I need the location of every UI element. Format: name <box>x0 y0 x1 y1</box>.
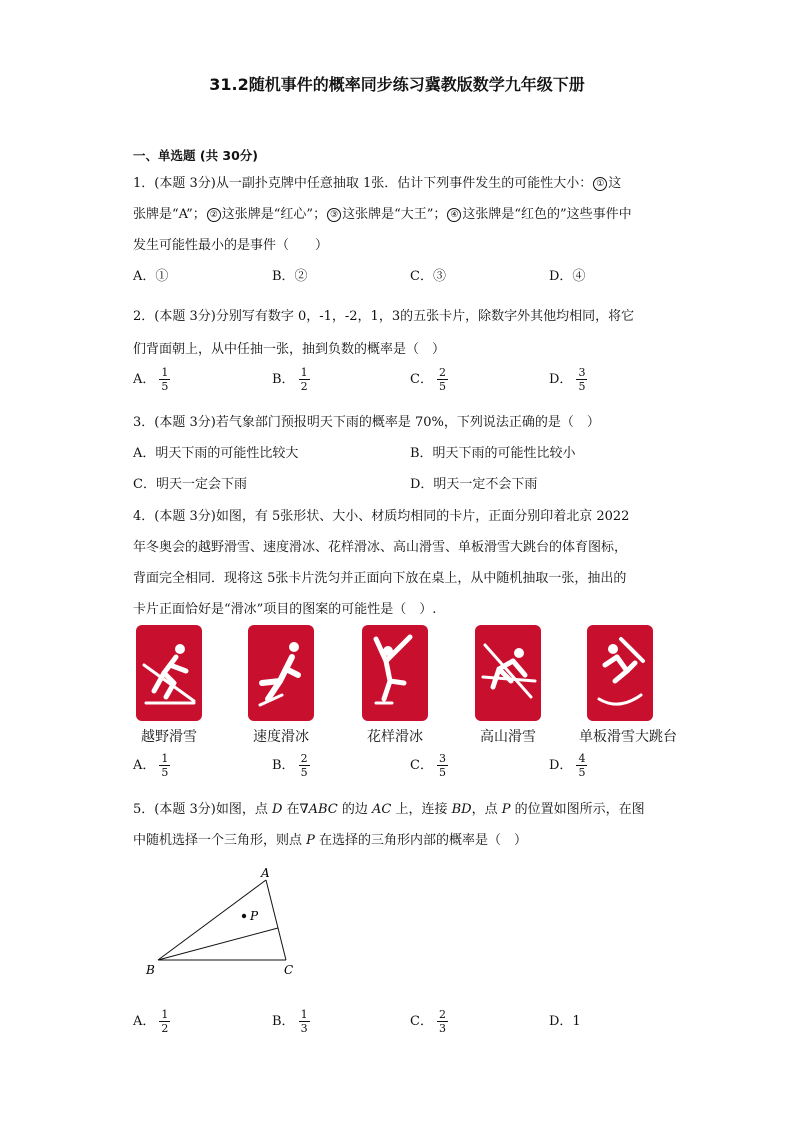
fraction <box>159 1008 170 1035</box>
q1-line-2 <box>133 203 632 222</box>
numerator: 4 <box>578 752 586 765</box>
fraction <box>437 366 448 393</box>
circle-mark-1: ① <box>593 177 607 191</box>
q2-option-a <box>133 366 170 393</box>
q5-text: ，点 <box>471 802 502 817</box>
q4-line-4: 卡片正面恰好是“滑冰”项目的图案的可能性是（ ）. <box>133 602 437 617</box>
q1-option-d: D．④ <box>549 269 586 284</box>
option-label: B． <box>272 758 295 773</box>
alpine-skiing-icon <box>475 625 541 721</box>
option-label: D． <box>549 372 573 387</box>
q5-text: 在 <box>282 802 300 817</box>
point-p: P <box>306 833 315 848</box>
q5-option-c <box>410 1008 448 1035</box>
option-label: C． <box>410 1014 433 1029</box>
numerator: 1 <box>161 1008 169 1021</box>
q4-option-d <box>549 752 587 779</box>
q3-option-c: C．明天一定会下雨 <box>133 477 247 492</box>
circle-mark-3: ③ <box>327 208 341 222</box>
q1-text-2: 这 <box>608 176 622 191</box>
cross-country-skiing-icon <box>136 625 202 721</box>
icon-label-speed-skating: 速度滑冰 <box>253 729 309 745</box>
q5-option-d: D．1 <box>549 1014 581 1029</box>
q4-line-3: 背面完全相同．现将这 5张卡片洗匀并正面向下放在桌上，从中随机抽取一张，抽出的 <box>133 571 627 586</box>
q4-option-a <box>133 752 170 779</box>
denominator: 5 <box>438 380 446 393</box>
q5-line-2 <box>133 829 527 848</box>
q1-text-3: 张牌是“A”； <box>133 207 206 222</box>
numerator: 1 <box>300 1008 308 1021</box>
q4-line-2: 年冬奥会的越野滑雪、速度滑冰、花样滑冰、高山滑雪、单板滑雪大跳台的体育图标， <box>133 540 628 555</box>
segment-bd-line <box>158 928 278 960</box>
q5-text: 5．(本题 3分)如图，点 <box>133 802 272 817</box>
numerator: 1 <box>300 366 308 379</box>
q2-line-2: 们背面朝上，从中任抽一张，抽到负数的概率是（ ） <box>133 342 446 357</box>
icon-label-figure-skating: 花样滑冰 <box>367 729 423 745</box>
numerator: 2 <box>438 1008 446 1021</box>
fraction <box>159 752 170 779</box>
q5-option-b <box>272 1008 310 1035</box>
q1-line-3: 发生可能性最小的是事件（ ） <box>133 238 329 253</box>
q4-option-b <box>272 752 310 779</box>
point-p-dot <box>242 914 246 918</box>
q1-text-1: 1．(本题 3分)从一副扑克牌中任意抽取 1张．估计下列事件发生的可能性大小： <box>133 176 593 191</box>
denominator: 3 <box>438 1022 446 1035</box>
q5-text: 中随机选择一个三角形，则点 <box>133 833 307 848</box>
speed-skating-icon <box>248 625 314 721</box>
icon-label-cross-country: 越野滑雪 <box>141 729 197 745</box>
page-title: 31.2随机事件的概率同步练习冀教版数学九年级下册 <box>209 75 585 94</box>
option-label: C． <box>410 372 433 387</box>
q5-option-a <box>133 1008 170 1035</box>
icon-label-alpine-skiing: 高山滑雪 <box>480 729 536 745</box>
numerator: 3 <box>438 752 446 765</box>
q1-text-4: 这张牌是“红心”； <box>221 207 327 222</box>
fraction <box>437 752 448 779</box>
denominator: 5 <box>578 766 586 779</box>
numerator: 3 <box>578 366 586 379</box>
numerator: 1 <box>161 752 169 765</box>
q1-text-5: 这张牌是“大王”； <box>342 207 447 222</box>
fraction <box>299 1008 310 1035</box>
triangle-abc: ∇ABC <box>299 802 338 817</box>
side-ac <box>266 880 286 960</box>
segment-bd: BD <box>451 802 472 817</box>
snowboard-big-air-icon <box>587 625 653 721</box>
denominator: 3 <box>300 1022 308 1035</box>
denominator: 5 <box>300 766 308 779</box>
denominator: 5 <box>578 380 586 393</box>
fraction <box>576 366 587 393</box>
fraction <box>299 366 310 393</box>
option-label: A． <box>133 758 156 773</box>
q3-option-a: A．明天下雨的可能性比较大 <box>133 446 299 461</box>
fraction <box>299 752 310 779</box>
q5-text: 在选择的三角形内部的概率是（ ） <box>314 833 528 848</box>
option-label: B． <box>272 1014 295 1029</box>
option-label: C． <box>410 758 433 773</box>
q5-text: 的位置如图所示，在图 <box>510 802 645 817</box>
denominator: 2 <box>300 380 308 393</box>
q1-option-b: B．② <box>272 269 308 284</box>
figure-skating-icon <box>362 625 428 721</box>
q2-option-d <box>549 366 587 393</box>
q3-option-d: D．明天一定不会下雨 <box>410 477 538 492</box>
q2-line-1: 2．(本题 3分)分别写有数字 0，-1，-2，1，3的五张卡片，除数字外其他均相同，将它 <box>133 309 635 324</box>
circle-mark-4: ④ <box>447 208 461 222</box>
fraction <box>159 366 170 393</box>
label-a: A <box>261 868 270 880</box>
section-heading: 一、单选题 (共 30分) <box>133 148 259 163</box>
triangle-figure <box>138 868 318 983</box>
point-p: P <box>501 802 511 817</box>
q4-line-1: 4．(本题 3分)如图，有 5张形状、大小、材质均相同的卡片，正面分别印着北京 2022 <box>133 509 630 524</box>
numerator: 2 <box>438 366 446 379</box>
q1-line-1 <box>133 172 621 191</box>
fraction <box>576 752 587 779</box>
point-d: D <box>271 802 283 817</box>
fraction <box>437 1008 448 1035</box>
segment-ac: AC <box>372 802 392 817</box>
q1-text-6: 这张牌是“红色的”这些事件中 <box>462 207 632 222</box>
denominator: 5 <box>161 766 169 779</box>
q1-option-c: C．③ <box>410 269 446 284</box>
label-p: P <box>250 909 259 923</box>
option-label: B． <box>272 372 295 387</box>
denominator: 5 <box>161 380 169 393</box>
q5-text: 的边 <box>337 802 373 817</box>
label-b: B <box>146 963 155 977</box>
q1-option-a: A．① <box>133 269 169 284</box>
numerator: 1 <box>161 366 169 379</box>
q5-text: 上，连接 <box>391 802 452 817</box>
option-label: A． <box>133 372 156 387</box>
denominator: 5 <box>438 766 446 779</box>
q5-line-1 <box>133 798 645 817</box>
denominator: 2 <box>161 1022 169 1035</box>
q2-option-c <box>410 366 448 393</box>
q3-line: 3．(本题 3分)若气象部门预报明天下雨的概率是 70%，下列说法正确的是（ ） <box>133 415 600 430</box>
icon-label-big-air: 单板滑雪大跳台 <box>579 729 677 745</box>
q2-option-b <box>272 366 310 393</box>
option-label: A． <box>133 1014 156 1029</box>
option-label: D． <box>549 758 573 773</box>
q4-option-c <box>410 752 448 779</box>
label-c: C <box>284 963 294 977</box>
circle-mark-2: ② <box>207 208 221 222</box>
numerator: 2 <box>300 752 308 765</box>
q3-option-b: B．明天下雨的可能性比较小 <box>410 446 576 461</box>
